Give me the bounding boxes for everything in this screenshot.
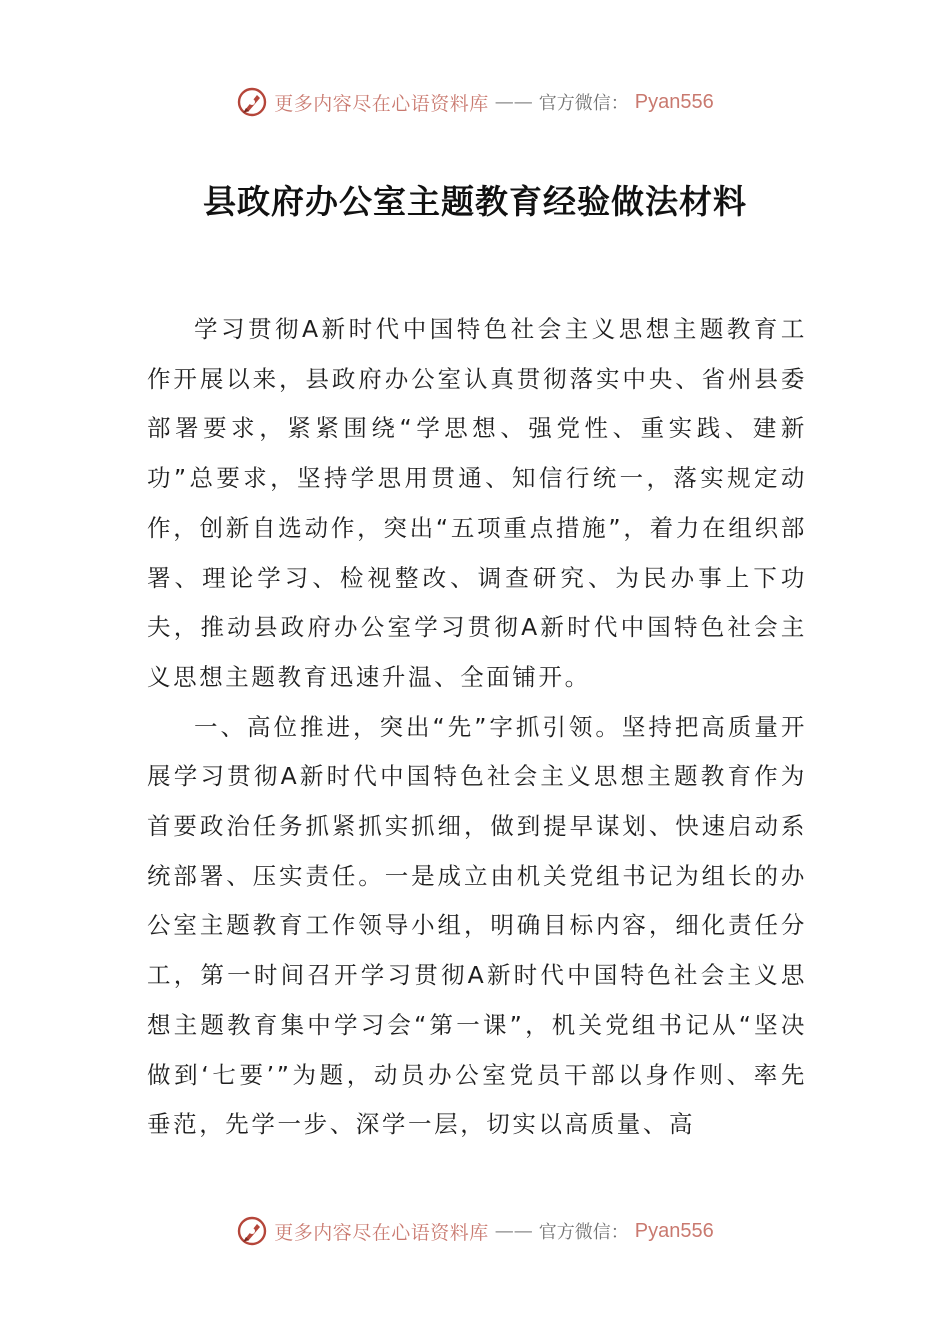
watermark-wechat-label: 官方微信： — [538, 1222, 629, 1243]
watermark-main-text: 更多内容尽在心语资料库 — [274, 1221, 489, 1244]
watermark-main-text: 更多内容尽在心语资料库 — [274, 92, 489, 115]
footer-watermark-banner — [0, 1211, 950, 1251]
watermark-separator: —— — [494, 1220, 533, 1242]
watermark-separator: —— — [494, 91, 533, 113]
document-title: 县政府办公室主题教育经验做法材料 — [203, 182, 747, 221]
watermark-wechat-id: Pyan556 — [634, 90, 714, 113]
watermark-wechat-id: Pyan556 — [634, 1219, 714, 1242]
body-paragraph-section-one: 一、高位推进，突出“先”字抓引领。坚持把高质量开展学习贯彻A新时代中国特色社会主义思想主题教育作为首要政治任务抓紧抓实抓细，做到提早谋划、快速启动系统部署、压实责任。一是成立由机关党组书记为组长的办公室主题教育工作领导小组，明确目标内容，细化责任分工，第一时间召开学习贯彻A新时代中国特色社会主义思想主题教育集中学习会“第一课”，机关党组书记从“坚决做到‘七要’”为题，动员办公室党员干部以身作则、率先垂范，先学一步、深学一层，切实以高质量、高 — [147, 712, 807, 1139]
body-paragraph-intro: 学习贯彻A新时代中国特色社会主义思想主题教育工作开展以来，县政府办公室认真贯彻落实中央、省州县委部署要求，紧紧围绕“学思想、强党性、重实践、建新功”总要求，坚持学思用贯通、知信行统一，落实规定动作，创新自选动作，突出“五项重点措施”，着力在组织部署、理论学习、检视整改、调查研究、为民办事上下功夫，推动县政府办公室学习贯彻A新时代中国特色社会主义思想主题教育迅速升温、全面铺开。 — [147, 315, 807, 691]
pen-circle-logo-icon — [236, 86, 268, 118]
document-body — [147, 305, 807, 1150]
header-watermark-banner — [0, 82, 950, 122]
pen-circle-logo-icon — [236, 1215, 268, 1247]
watermark-wechat-label: 官方微信： — [538, 93, 629, 114]
